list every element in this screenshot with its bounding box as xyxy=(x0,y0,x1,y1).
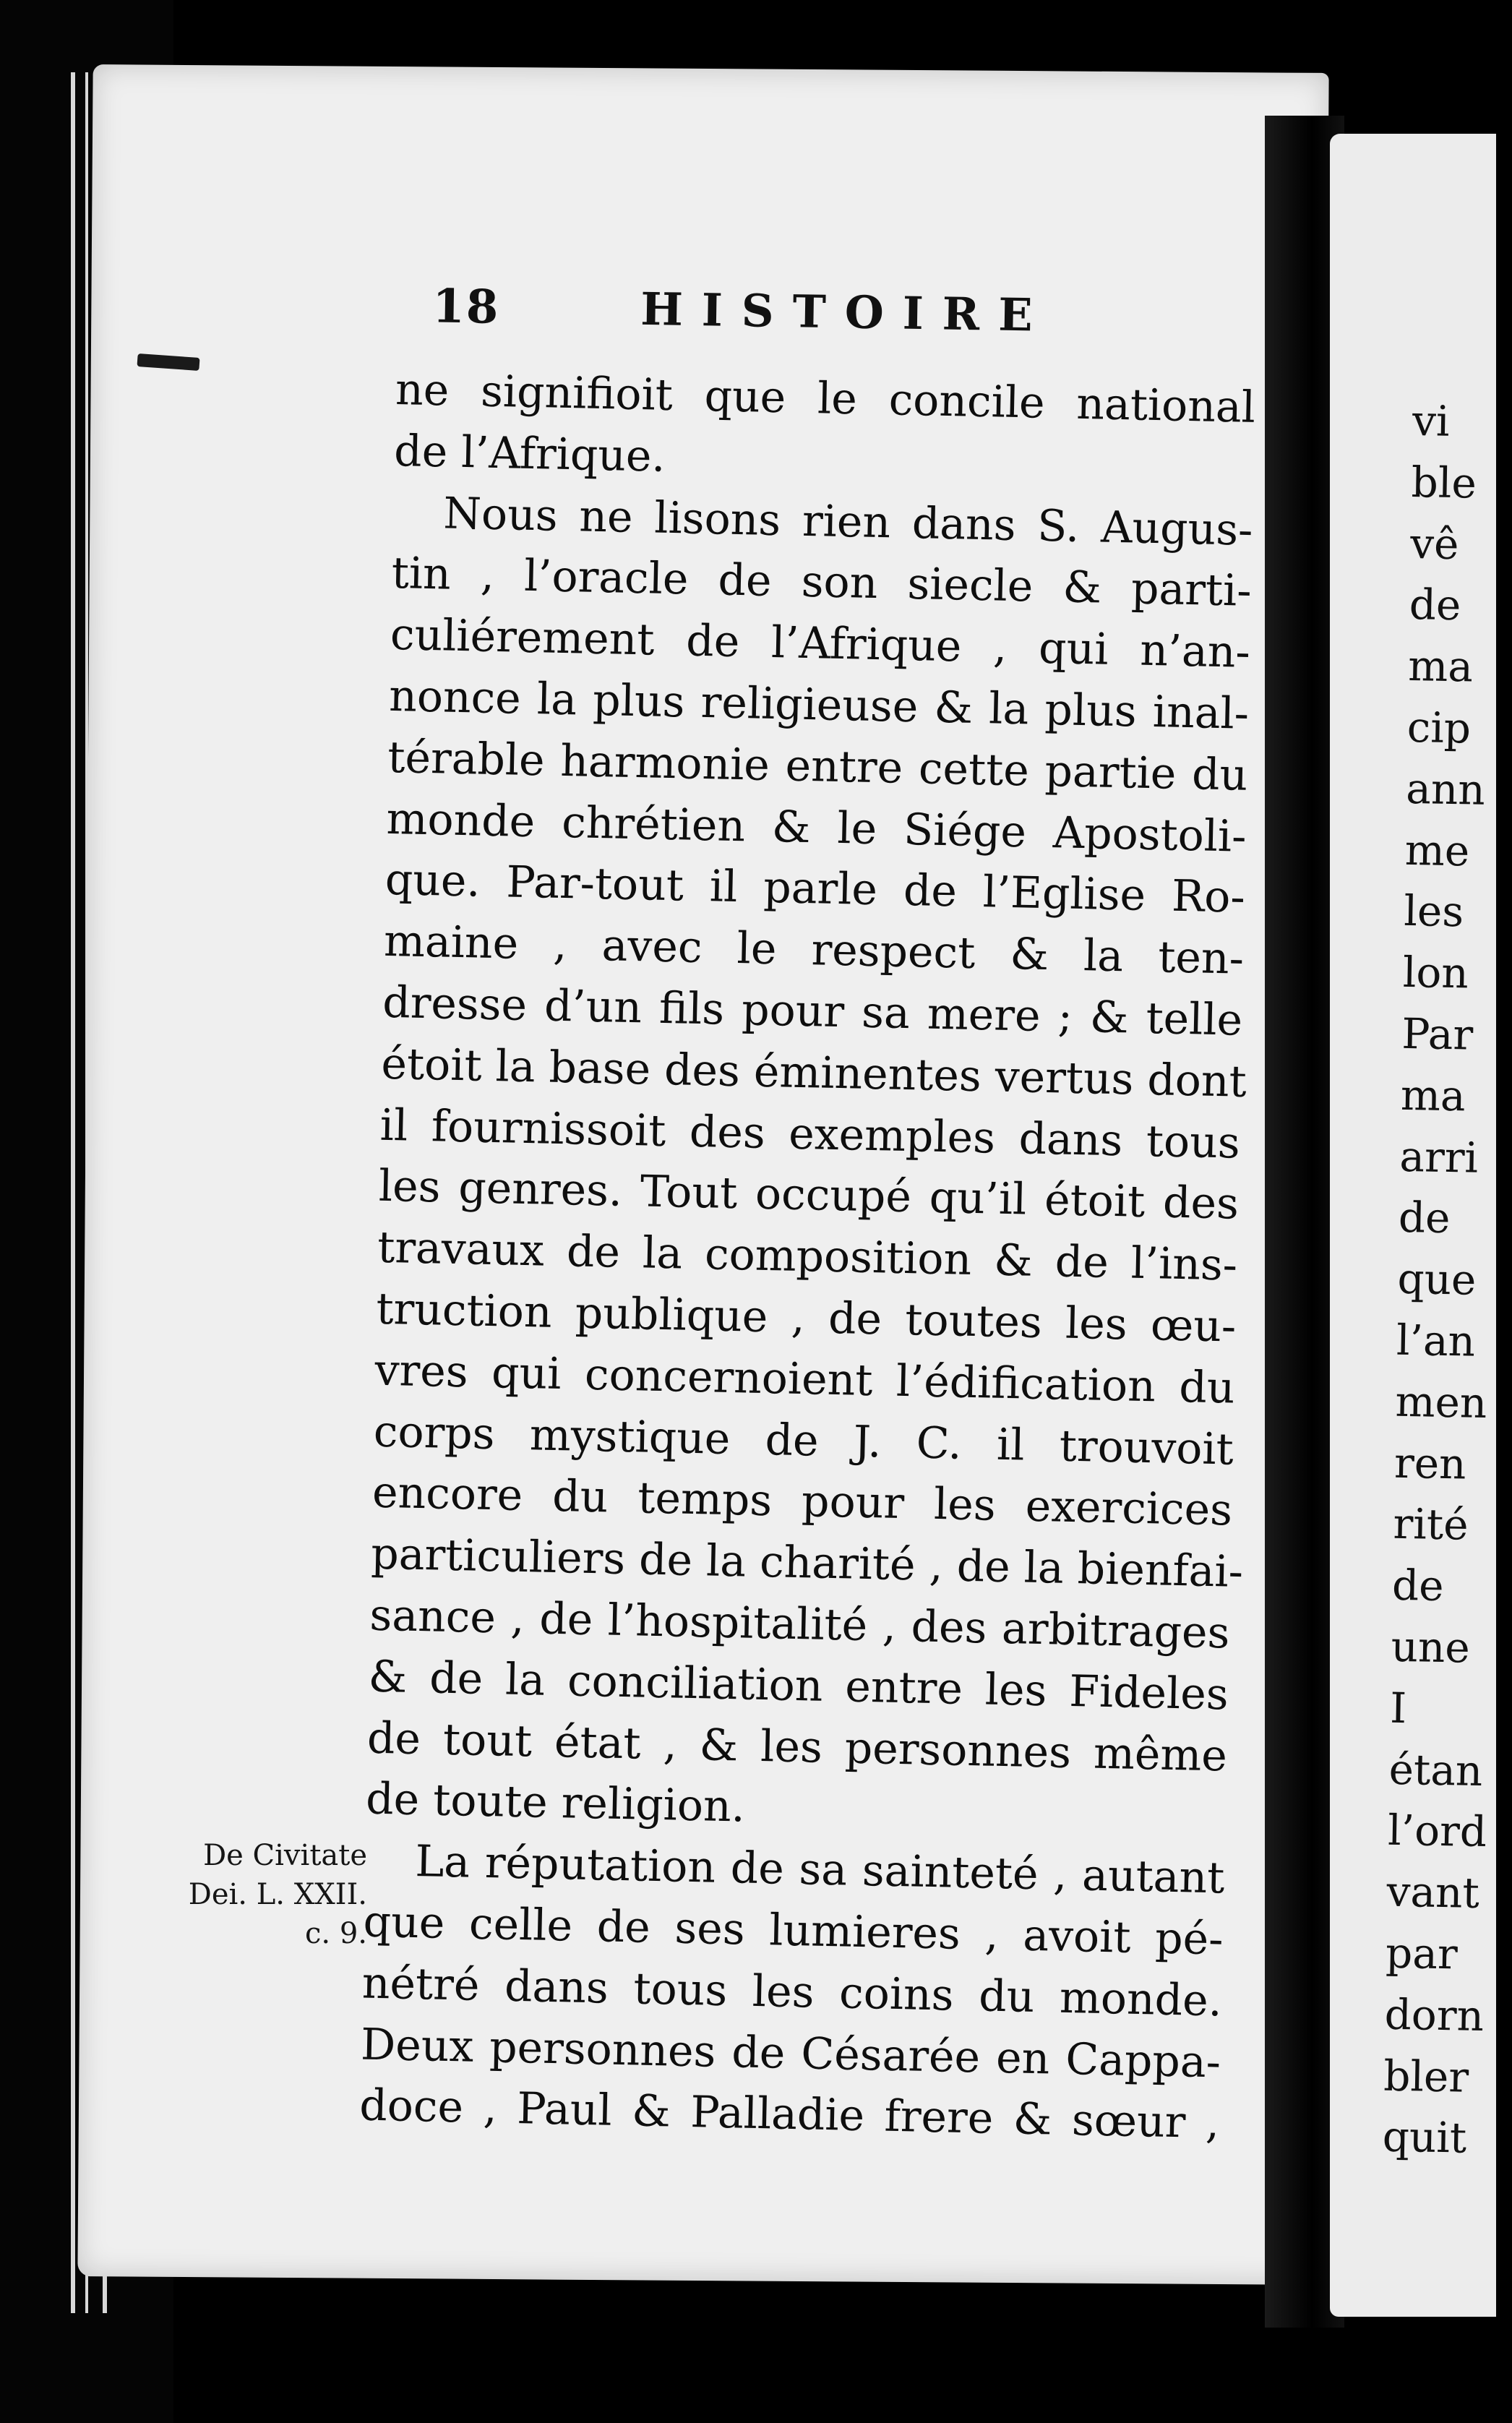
text-line: La réputation de sa sainteté , autant xyxy=(414,1836,1225,1904)
right-page-line: vant xyxy=(1386,1866,1480,1918)
margin-note-line: c. 9. xyxy=(305,1917,367,1950)
right-page-line: l’ord xyxy=(1387,1806,1487,1857)
right-page-line: men xyxy=(1394,1376,1487,1428)
text-line: les genres. Tout occupé qu’il étoit des xyxy=(378,1161,1240,1230)
text-line: térable harmonie entre cette partie du xyxy=(387,732,1248,801)
binding-edge-stripe xyxy=(71,72,75,2313)
text-line: il fournissoit des exemples dans tous xyxy=(379,1099,1241,1169)
text-line: corps mystique de J. C. il trouvoit xyxy=(373,1406,1234,1475)
right-page-line: I xyxy=(1389,1683,1407,1733)
text-line: sance , de l’hospitalité , des arbitrages xyxy=(369,1590,1231,1659)
text-line: & de la conciliation entre les Fideles xyxy=(368,1651,1229,1720)
right-page-line: ma xyxy=(1407,641,1474,692)
right-page-line: ble xyxy=(1411,457,1477,508)
text-line: de toute religion. xyxy=(365,1773,746,1832)
right-page-line: de xyxy=(1391,1560,1445,1611)
right-page-line: me xyxy=(1404,825,1470,876)
right-page-line: rité xyxy=(1393,1499,1469,1550)
text-line: nonce la plus religieuse & la plus inal- xyxy=(388,670,1250,739)
text-line: de l’Afrique. xyxy=(393,425,666,482)
text-line: truction publique , de toutes les œu- xyxy=(375,1283,1237,1352)
right-page-line: par xyxy=(1385,1928,1459,1979)
text-line: de tout état , & les personnes même xyxy=(366,1712,1228,1782)
right-page-line: Par xyxy=(1401,1008,1474,1060)
right-page-line: vi xyxy=(1412,395,1451,446)
right-page-line: cip xyxy=(1406,702,1472,753)
right-page-line: bler xyxy=(1383,2051,1469,2102)
body-text xyxy=(359,359,1256,2154)
text-line: Deux personnes de Césarée en Cappa- xyxy=(360,2019,1221,2088)
text-line: tin , l’oracle de son siecle & parti- xyxy=(391,548,1253,617)
page-number: 18 xyxy=(431,279,500,335)
right-page-line: ren xyxy=(1393,1438,1467,1489)
margin-note xyxy=(165,1836,367,1953)
text-line: travaux de la composition & de l’ins- xyxy=(377,1222,1238,1291)
text-line: que celle de ses lumieres , avoit pé- xyxy=(362,1896,1224,1965)
text-line: particuliers de la charité , de la bienfai- xyxy=(370,1528,1244,1598)
right-page-line: étan xyxy=(1388,1744,1483,1796)
text-line: doce , Paul & Palladie frere & sœur , xyxy=(358,2080,1220,2149)
right-page-line: une xyxy=(1391,1621,1471,1673)
right-page-line: dorn xyxy=(1384,1989,1485,2041)
text-line: dresse d’un fils pour sa mere ; & telle xyxy=(382,977,1243,1046)
page-header xyxy=(431,279,1228,371)
running-title: HISTOIRE xyxy=(640,282,1052,342)
right-page-line: ann xyxy=(1405,763,1486,815)
text-line: nétré dans tous les coins du monde. xyxy=(361,1957,1223,2027)
text-line: culiérement de l’Afrique , qui n’an- xyxy=(390,609,1251,679)
text-line: Nous ne lisons rien dans S. Augus- xyxy=(442,488,1254,556)
right-page-line: de xyxy=(1398,1193,1451,1243)
right-page-line: les xyxy=(1403,886,1464,937)
text-line: vres qui concernoient l’édification du xyxy=(374,1345,1236,1414)
right-page-line: lon xyxy=(1402,948,1469,998)
right-page-line: quit xyxy=(1382,2111,1467,2163)
right-page-line: que xyxy=(1396,1253,1477,1305)
text-line: étoit la base des éminentes vertus dont xyxy=(380,1038,1247,1107)
right-page-line: vê xyxy=(1409,518,1459,569)
text-line: que. Par-tout il parle de l’Eglise Ro- xyxy=(385,854,1246,924)
text-line: monde chrétien & le Siége Apostoli- xyxy=(385,793,1247,862)
right-page-line: arri xyxy=(1399,1131,1479,1183)
text-line: maine , avec le respect & la ten- xyxy=(383,916,1245,985)
right-page-line: ma xyxy=(1400,1070,1466,1121)
right-page-line: de xyxy=(1409,580,1461,630)
margin-note-line: De Civitate xyxy=(203,1839,367,1872)
right-page-line: l’an xyxy=(1396,1315,1476,1366)
text-line: encore du temps pour les exercices xyxy=(371,1467,1233,1536)
margin-note-line: Dei. L. XXII. xyxy=(188,1878,367,1911)
text-line: ne signifioit que le concile national xyxy=(395,364,1256,433)
